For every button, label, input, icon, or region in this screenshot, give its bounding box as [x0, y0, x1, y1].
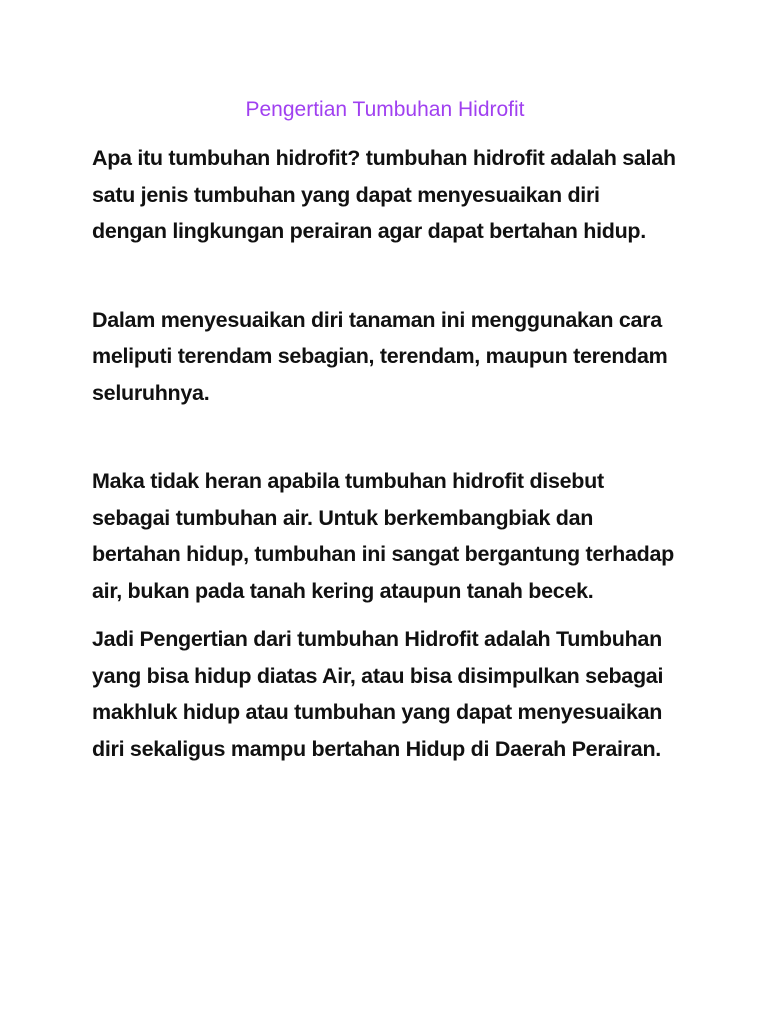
document-title: Pengertian Tumbuhan Hidrofit: [245, 98, 525, 121]
paragraph-water-plant: Maka tidak heran apabila tumbuhan hidrofit disebut sebagai tumbuhan air. Untuk berkembangbiak dan bertahan hidup, tumbuhan ini sangat bergantung terhadap air, bukan pada tanah kering ataupun tanah becek.: [92, 469, 674, 603]
paragraph-definition: Apa itu tumbuhan hidrofit? tumbuhan hidrofit adalah salah satu jenis tumbuhan yang dapat menyesuaikan diri dengan lingkungan perairan agar dapat bertahan hidup.: [92, 146, 676, 243]
paragraph-conclusion: Jadi Pengertian dari tumbuhan Hidrofit adalah Tumbuhan yang bisa hidup diatas Air, atau bisa disimpulkan sebagai makhluk hidup atau tumbuhan yang dapat menyesuaikan diri sekaligus mampu bertahan Hidup di Daerah Perairan.: [92, 627, 664, 761]
paragraph-adaptation: Dalam menyesuaikan diri tanaman ini menggunakan cara meliputi terendam sebagian, terendam, maupun terendam seluruhnya.: [92, 307, 668, 405]
